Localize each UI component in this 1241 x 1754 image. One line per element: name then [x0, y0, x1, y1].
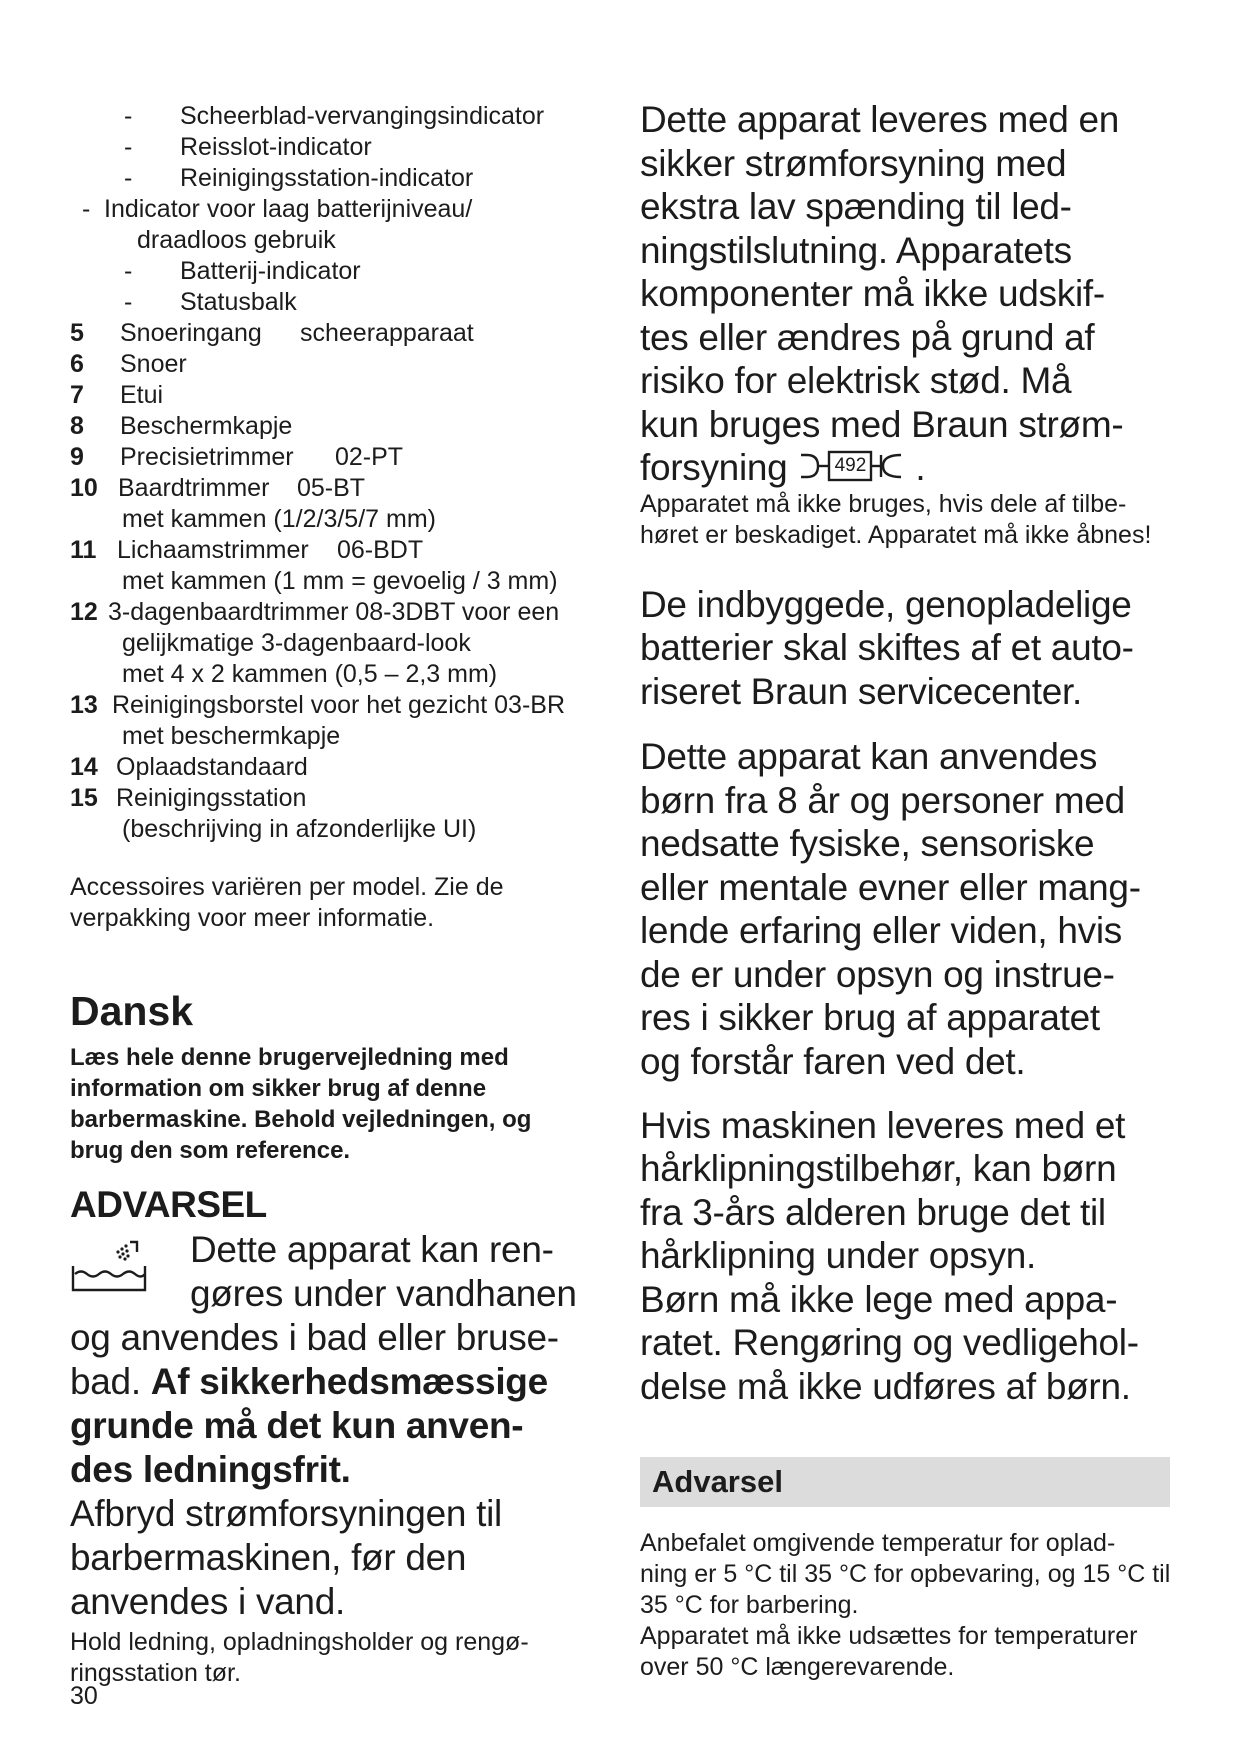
children-line-1: Dette apparat kan anvendes: [640, 736, 1098, 777]
warning-line-4: [70, 1360, 548, 1404]
battery-line-1: De indbyggede, genopladelige: [640, 584, 1132, 625]
intro-line-2: information om sikker brug af denne: [70, 1075, 487, 1102]
item-label: Beschermkapje: [120, 412, 293, 440]
hair-clipping-line-2: hårklipningstilbehør, kan børn: [640, 1148, 1117, 1189]
item-13-continuation: met beschermkapje: [122, 722, 341, 750]
item-number: 5: [70, 319, 84, 347]
power-supply-line-4: ningstilslutning. Apparatets: [640, 230, 1072, 271]
item-label: Reinigingsborstel voor het gezicht 03-BR: [112, 691, 566, 719]
sub-item-text: draadloos gebruik: [137, 226, 336, 254]
intro-line-3: barbermaskine. Behold vejledningen, og: [70, 1106, 532, 1133]
children-line-4: eller mentale evner eller mang-: [640, 867, 1141, 908]
section-heading-dansk: Dansk: [70, 988, 194, 1034]
power-supply-line-3: ekstra lav spænding til led-: [640, 186, 1072, 227]
accessories-line-2: verpakking voor meer informatie.: [70, 904, 435, 932]
item-number: 15: [70, 784, 98, 812]
children-line-2: børn fra 8 år og personer med: [640, 780, 1125, 821]
temperature-line-3: 35 °C for barbering.: [640, 1591, 859, 1619]
power-supply-line-2: sikker strømforsyning med: [640, 143, 1067, 184]
list-dash: -: [124, 257, 133, 285]
item-10-continuation: met kammen (1/2/3/5/7 mm): [122, 505, 436, 533]
hair-clipping-line-7: delse må ikke udføres af børn.: [640, 1366, 1131, 1407]
item-label: Baardtrimmer: [118, 474, 270, 502]
battery-line-3: riseret Braun servicecenter.: [640, 671, 1082, 712]
item-label: Oplaadstandaard: [116, 753, 308, 781]
sub-item-text: Reinigingsstation-indicator: [180, 164, 474, 192]
item-number: 9: [70, 443, 84, 471]
list-dash: -: [124, 133, 133, 161]
item-number: 14: [70, 753, 98, 781]
item-11-continuation: met kammen (1 mm = gevoelig / 3 mm): [122, 567, 558, 595]
hair-clipping-line-4: hårklipning under opsyn.: [640, 1235, 1036, 1276]
sub-item-text: Indicator voor laag batterijniveau/: [104, 195, 473, 223]
temperature-line-5: over 50 °C længerevarende.: [640, 1653, 955, 1681]
warning-line-7: Afbryd strømforsyningen til: [70, 1493, 502, 1534]
sub-item-text: Scheerblad-vervangingsindicator: [180, 102, 545, 130]
intro-line-1: Læs hele denne brugervejledning med: [70, 1044, 509, 1071]
warning-line-6-bold: des ledningsfrit.: [70, 1449, 351, 1490]
accessory-damage-line-1: Apparatet må ikke bruges, hvis dele af tilbe-: [640, 490, 1127, 518]
warning-heading: ADVARSEL: [70, 1184, 267, 1225]
item-label: Snoeringang: [120, 319, 262, 347]
item-label: Precisietrimmer: [120, 443, 294, 471]
item-code: 05-BT: [297, 474, 366, 502]
item-number: 6: [70, 350, 84, 378]
accessory-damage-line-2: høret er beskadiget. Apparatet må ikke åbnes!: [640, 521, 1152, 549]
intro-line-4: brug den som reference.: [70, 1137, 351, 1164]
item-15-continuation: (beschrijving in afzonderlijke UI): [122, 815, 477, 843]
children-line-6: de er under opsyn og instrue-: [640, 954, 1115, 995]
warning-line-1: Dette apparat kan ren-: [190, 1229, 554, 1270]
list-dash: -: [82, 195, 91, 223]
list-dash: -: [124, 164, 133, 192]
power-supply-symbol-icon: [797, 448, 915, 484]
warning-line-9: anvendes i vand.: [70, 1581, 345, 1622]
hair-clipping-line-6: ratet. Rengøring og vedligehol-: [640, 1322, 1139, 1363]
power-supply-line-1: Dette apparat leveres med en: [640, 99, 1120, 140]
warning-line-2: gøres under vandhanen: [190, 1273, 577, 1314]
power-supply-line-8: kun bruges med Braun strøm-: [640, 404, 1124, 445]
item-number: 12: [70, 598, 98, 626]
item-code: scheerapparaat: [300, 319, 474, 347]
hair-clipping-line-5: Børn må ikke lege med appa-: [640, 1279, 1118, 1320]
power-supply-line-6: tes eller ændres på grund af: [640, 317, 1095, 358]
item-number: 8: [70, 412, 84, 440]
item-label: Lichaamstrimmer: [117, 536, 309, 564]
advarsel-box: [640, 1457, 1170, 1507]
item-label: Etui: [120, 381, 164, 409]
warning-line-3: og anvendes i bad eller bruse-: [70, 1317, 559, 1358]
advarsel-box-title: Advarsel: [652, 1464, 783, 1499]
accessories-line-1: Accessoires variëren per model. Zie de: [70, 873, 504, 901]
item-label: Snoer: [120, 350, 187, 378]
shower-water-icon: [70, 1236, 148, 1296]
warning-line-5: [70, 1404, 523, 1448]
temperature-line-2: ning er 5 °C til 35 °C for opbevaring, og 15 °C til: [640, 1560, 1171, 1588]
children-line-3: nedsatte fysiske, sensoriske: [640, 823, 1095, 864]
item-code: 06-BDT: [337, 536, 424, 564]
hold-dry-line-1: Hold ledning, opladningsholder og rengø-: [70, 1628, 529, 1656]
children-line-5: lende erfaring eller viden, hvis: [640, 910, 1122, 951]
power-supply-code: 492: [834, 455, 867, 476]
warning-line-4-normal: bad.: [70, 1361, 151, 1402]
power-supply-word: forsyning: [640, 447, 788, 488]
temperature-line-1: Anbefalet omgivende temperatur for oplad-: [640, 1529, 1116, 1557]
sub-item-text: Reisslot-indicator: [180, 133, 372, 161]
power-supply-line-9: [640, 446, 925, 490]
warning-line-5-bold: grunde må det kun anven-: [70, 1405, 524, 1446]
warning-line-6: [70, 1448, 351, 1492]
hair-clipping-line-3: fra 3-års alderen bruge det til: [640, 1192, 1106, 1233]
item-number: 7: [70, 381, 84, 409]
power-supply-period: .: [915, 447, 926, 488]
item-12-continuation-b: met 4 x 2 kammen (0,5 – 2,3 mm): [122, 660, 498, 688]
power-supply-line-7: risiko for elektrisk stød. Må: [640, 360, 1072, 401]
power-supply-line-5: komponenter må ikke udskif-: [640, 273, 1105, 314]
item-12-continuation-a: gelijkmatige 3-dagenbaard-look: [122, 629, 471, 657]
item-code: 02-PT: [335, 443, 404, 471]
warning-line-8: barbermaskinen, før den: [70, 1537, 467, 1578]
temperature-line-4: Apparatet må ikke udsættes for temperaturer: [640, 1622, 1138, 1650]
item-number: 11: [70, 536, 97, 564]
page-number: 30: [70, 1682, 98, 1710]
item-label: Reinigingsstation: [116, 784, 307, 812]
hold-dry-line-2: ringsstation tør.: [70, 1659, 241, 1687]
sub-item-text: Statusbalk: [180, 288, 297, 316]
battery-line-2: batterier skal skiftes af et auto-: [640, 627, 1134, 668]
sub-item-text: Batterij-indicator: [180, 257, 361, 285]
item-number: 13: [70, 691, 98, 719]
warning-line-4-bold: Af sikkerhedsmæssige: [150, 1361, 548, 1402]
children-line-8: og forstår faren ved det.: [640, 1041, 1026, 1082]
list-dash: -: [124, 102, 133, 130]
list-dash: -: [124, 288, 133, 316]
hair-clipping-line-1: Hvis maskinen leveres med et: [640, 1105, 1126, 1146]
item-label: 3-dagenbaardtrimmer 08-3DBT voor een: [108, 598, 560, 626]
item-number: 10: [70, 474, 98, 502]
children-line-7: res i sikker brug af apparatet: [640, 997, 1100, 1038]
